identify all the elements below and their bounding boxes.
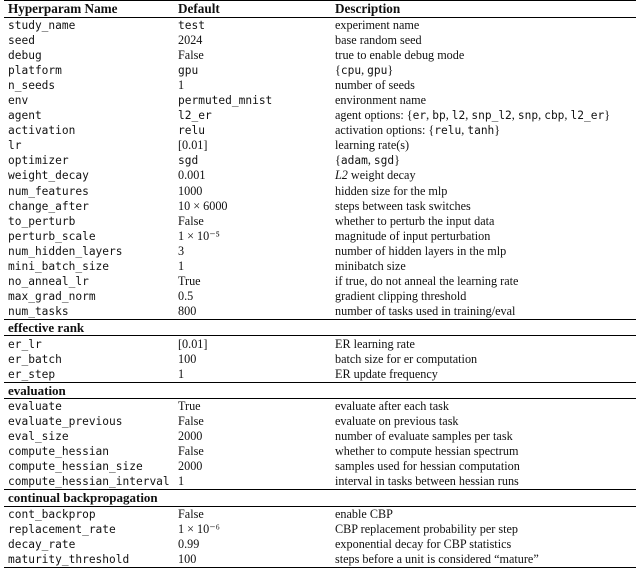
hyperparam-name: activation <box>8 124 76 138</box>
hyperparam-name: num_features <box>8 184 89 198</box>
hyperparam-default: False <box>178 413 204 428</box>
section-header-row <box>4 490 636 506</box>
table-row <box>4 17 636 33</box>
hyperparam-description: enable CBP <box>335 506 393 521</box>
table-body <box>4 17 636 567</box>
hyperparam-name: compute_hessian_interval <box>8 475 170 489</box>
table-row <box>4 93 636 108</box>
hyperparam-description: ER learning rate <box>335 336 415 351</box>
hyperparam-name: debug <box>8 48 42 62</box>
hyperparam-name: evaluate_previous <box>8 414 123 428</box>
table-row <box>4 537 636 552</box>
hyperparam-name: study_name <box>8 18 76 32</box>
hyperparam-default: 1000 <box>178 183 203 198</box>
hyperparam-description: L2 weight decay <box>335 168 416 183</box>
hyperparam-name: eval_size <box>8 430 69 444</box>
hyperparam-description: number of tasks used in training/eval <box>335 304 516 319</box>
table-row <box>4 414 636 429</box>
hyperparam-default: 2000 <box>178 459 203 474</box>
hyperparam-description: hidden size for the mlp <box>335 183 448 198</box>
hyperparam-name: weight_decay <box>8 169 89 183</box>
hyperparam-default: False <box>178 444 204 459</box>
hyperparam-default: test <box>178 18 205 32</box>
hyperparam-default: sgd <box>178 154 199 168</box>
table-row <box>4 444 636 459</box>
section-title: effective rank <box>4 320 636 336</box>
hyperparam-description: true to enable debug mode <box>335 47 465 62</box>
header-description: Description <box>331 1 636 18</box>
hyperparam-description: number of evaluate samples per task <box>335 429 513 444</box>
hyperparam-description: agent options: {er, bp, l2, snp_l2, snp, cbp, l2_er} <box>335 108 611 123</box>
table-row <box>4 33 636 48</box>
table-row <box>4 474 636 490</box>
hyperparam-description: learning rate(s) <box>335 138 410 153</box>
table-row <box>4 78 636 93</box>
table-row <box>4 48 636 63</box>
table-row <box>4 63 636 78</box>
hyperparam-default: False <box>178 506 204 521</box>
table-row <box>4 274 636 289</box>
hyperparam-description: CBP replacement probability per step <box>335 521 518 536</box>
hyperparam-default: 0.5 <box>178 289 194 304</box>
hyperparam-description: ER update frequency <box>335 366 438 381</box>
hyperparam-description: evaluate after each task <box>335 398 450 413</box>
hyperparam-description: gradient clipping threshold <box>335 289 467 304</box>
hyperparam-description: steps before a unit is considered “mature” <box>331 552 636 568</box>
hyperparam-default: 1 × 10⁻⁵ <box>178 228 220 243</box>
hyperparam-name: compute_hessian_size <box>8 460 143 474</box>
hyperparam-name: evaluate <box>8 399 62 413</box>
table-row <box>4 429 636 444</box>
hyperparam-default: False <box>178 213 204 228</box>
table-row <box>4 168 636 183</box>
hyperparam-description: batch size for er computation <box>335 351 478 366</box>
hyperparam-default: [0.01] <box>178 336 208 351</box>
table-row <box>4 108 636 123</box>
table-header-row <box>4 1 636 18</box>
hyperparam-name: to_perturb <box>8 214 76 228</box>
hyperparam-default: 1 <box>178 366 185 381</box>
table-row <box>4 184 636 199</box>
table-row <box>4 552 636 568</box>
hyperparam-default: False <box>178 47 204 62</box>
hyperparam-description: {adam, sgd} <box>335 153 400 168</box>
table-row <box>4 138 636 153</box>
hyperparam-name: er_lr <box>8 337 42 351</box>
hyperparam-description: evaluate on previous task <box>335 413 459 428</box>
hyperparam-description: number of seeds <box>335 77 415 92</box>
hyperparam-name: env <box>8 94 29 108</box>
table-row <box>4 459 636 474</box>
hyperparam-default: 10 × 6000 <box>178 198 228 213</box>
hyperparam-name: num_hidden_layers <box>8 244 123 258</box>
header-hyperparam-name: Hyperparam Name <box>4 1 174 18</box>
hyperparam-name: seed <box>8 33 35 47</box>
hyperparam-default: True <box>178 398 201 413</box>
table-row <box>4 522 636 537</box>
hyperparam-default: relu <box>178 124 205 138</box>
hyperparam-default: 0.001 <box>178 168 206 183</box>
hyperparam-name: max_grad_norm <box>8 290 96 304</box>
hyperparam-name: change_after <box>8 199 89 213</box>
hyperparam-description: minibatch size <box>335 259 406 274</box>
hyperparam-description: steps between task switches <box>335 198 471 213</box>
hyperparam-default: 1 <box>178 77 185 92</box>
hyperparam-description: samples used for hessian computation <box>335 459 520 474</box>
hyperparam-default: l2_er <box>178 109 212 123</box>
hyperparam-name: compute_hessian <box>8 445 110 459</box>
table-row <box>4 244 636 259</box>
table-row <box>4 336 636 352</box>
hyperparam-default: [0.01] <box>178 138 208 153</box>
hyperparam-default: permuted_mnist <box>178 94 273 108</box>
hyperparam-name: er_batch <box>8 352 62 366</box>
table-row <box>4 506 636 522</box>
hyperparam-name: no_anneal_lr <box>8 275 89 289</box>
hyperparam-name: n_seeds <box>8 78 56 92</box>
header-default: Default <box>174 1 331 18</box>
hyperparam-default: 800 <box>178 304 197 319</box>
hyperparam-name: cont_backprop <box>8 507 96 521</box>
hyperparam-description: number of hidden layers in the mlp <box>335 243 507 258</box>
hyperparam-description: environment name <box>335 93 427 108</box>
hyperparam-description: magnitude of input perturbation <box>335 228 491 243</box>
table-row <box>4 123 636 138</box>
hyperparam-description: base random seed <box>335 32 422 47</box>
hyperparam-name: mini_batch_size <box>8 260 110 274</box>
hyperparam-description: whether to perturb the input data <box>335 213 495 228</box>
hyperparam-description: {cpu, gpu} <box>335 62 394 77</box>
table-row <box>4 153 636 168</box>
hyperparam-name: platform <box>8 63 62 77</box>
hyperparam-default: 2000 <box>178 429 203 444</box>
hyperparam-name: optimizer <box>8 154 69 168</box>
hyperparam-default: 2024 <box>178 32 203 47</box>
hyperparameter-table <box>4 0 636 568</box>
table-row <box>4 398 636 414</box>
hyperparam-default: 100 <box>178 351 197 366</box>
hyperparam-name: num_tasks <box>8 305 69 319</box>
section-title: continual backpropagation <box>4 490 636 506</box>
hyperparam-default: 1 × 10⁻⁶ <box>178 521 220 536</box>
hyperparam-name: er_step <box>8 367 56 381</box>
table-row <box>4 289 636 304</box>
hyperparam-description: exponential decay for CBP statistics <box>335 536 512 551</box>
table-row <box>4 214 636 229</box>
table-row <box>4 259 636 274</box>
hyperparam-description: whether to compute hessian spectrum <box>335 444 519 459</box>
hyperparam-default: 0.99 <box>178 536 200 551</box>
hyperparam-name: agent <box>8 109 42 123</box>
hyperparam-name: maturity_threshold <box>4 552 174 568</box>
hyperparam-default: True <box>178 274 201 289</box>
hyperparam-description: if true, do not anneal the learning rate <box>335 274 519 289</box>
table-row <box>4 304 636 320</box>
table-row <box>4 352 636 367</box>
hyperparam-name: perturb_scale <box>8 229 96 243</box>
section-header-row <box>4 382 636 398</box>
hyperparam-description: activation options: {relu, tanh} <box>335 123 501 138</box>
hyperparam-default: 3 <box>178 243 185 258</box>
section-title: evaluation <box>4 382 636 398</box>
hyperparam-description: experiment name <box>335 17 420 32</box>
table-row <box>4 367 636 383</box>
hyperparam-default: gpu <box>178 63 199 77</box>
hyperparam-name: replacement_rate <box>8 522 116 536</box>
section-header-row <box>4 320 636 336</box>
table-row <box>4 199 636 214</box>
hyperparam-name: lr <box>8 139 22 153</box>
hyperparam-default: 100 <box>174 552 331 568</box>
hyperparam-description: interval in tasks between hessian runs <box>335 474 519 489</box>
hyperparam-default: 1 <box>178 259 185 274</box>
table-row <box>4 229 636 244</box>
hyperparam-default: 1 <box>178 474 185 489</box>
hyperparam-name: decay_rate <box>8 537 76 551</box>
